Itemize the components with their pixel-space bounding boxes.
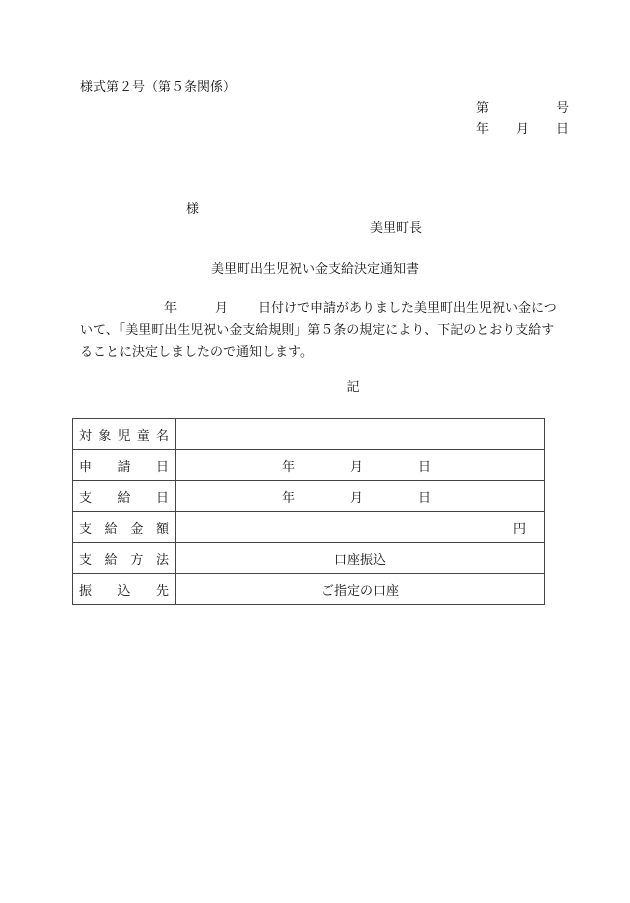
ki-heading: 記 (346, 380, 360, 395)
label-payment-amount: 支 給 金 額 (73, 512, 176, 543)
details-table (72, 418, 545, 605)
value-transfer-destination: ご指定の口座 (176, 574, 545, 605)
document-number-prefix: 第 (476, 101, 490, 116)
issue-date-month: 月 (516, 122, 530, 137)
notice-body (80, 298, 560, 364)
table-row (73, 481, 545, 512)
label-transfer-destination: 振 込 先 (73, 574, 176, 605)
table-row (73, 512, 545, 543)
body-text: 日付けで申請がありました美里町出生児祝い金について、「美里町出生児祝い金支給規則」第５条の規定により、下記のとおり支給することに決定しましたので通知します。 (80, 301, 557, 360)
value-payment-method: 口座振込 (176, 543, 545, 574)
form-number-label: 様式第２号（第５条関係） (80, 80, 237, 95)
document-title: 美里町出生児祝い金支給決定通知書 (210, 262, 419, 277)
table-row (73, 450, 545, 481)
label-target-child: 対 象 児 童 名 (73, 419, 176, 450)
issue-date-year: 年 (476, 122, 490, 137)
value-target-child (176, 419, 545, 450)
value-payment-amount: 円 (176, 512, 545, 543)
value-payment-date: 年 月 日 (176, 481, 545, 512)
label-payment-method: 支 給 方 法 (73, 543, 176, 574)
recipient-honorific: 様 (186, 202, 200, 217)
value-application-date: 年 月 日 (176, 450, 545, 481)
label-application-date: 申 請 日 (73, 450, 176, 481)
document-number-suffix: 号 (556, 101, 570, 116)
issue-date-day: 日 (556, 122, 570, 137)
table-row (73, 419, 545, 450)
body-month: 月 (215, 301, 229, 316)
table-row (73, 543, 545, 574)
label-payment-date: 支 給 日 (73, 481, 176, 512)
sender-name: 美里町長 (370, 221, 423, 236)
body-year: 年 (164, 301, 178, 316)
table-row (73, 574, 545, 605)
